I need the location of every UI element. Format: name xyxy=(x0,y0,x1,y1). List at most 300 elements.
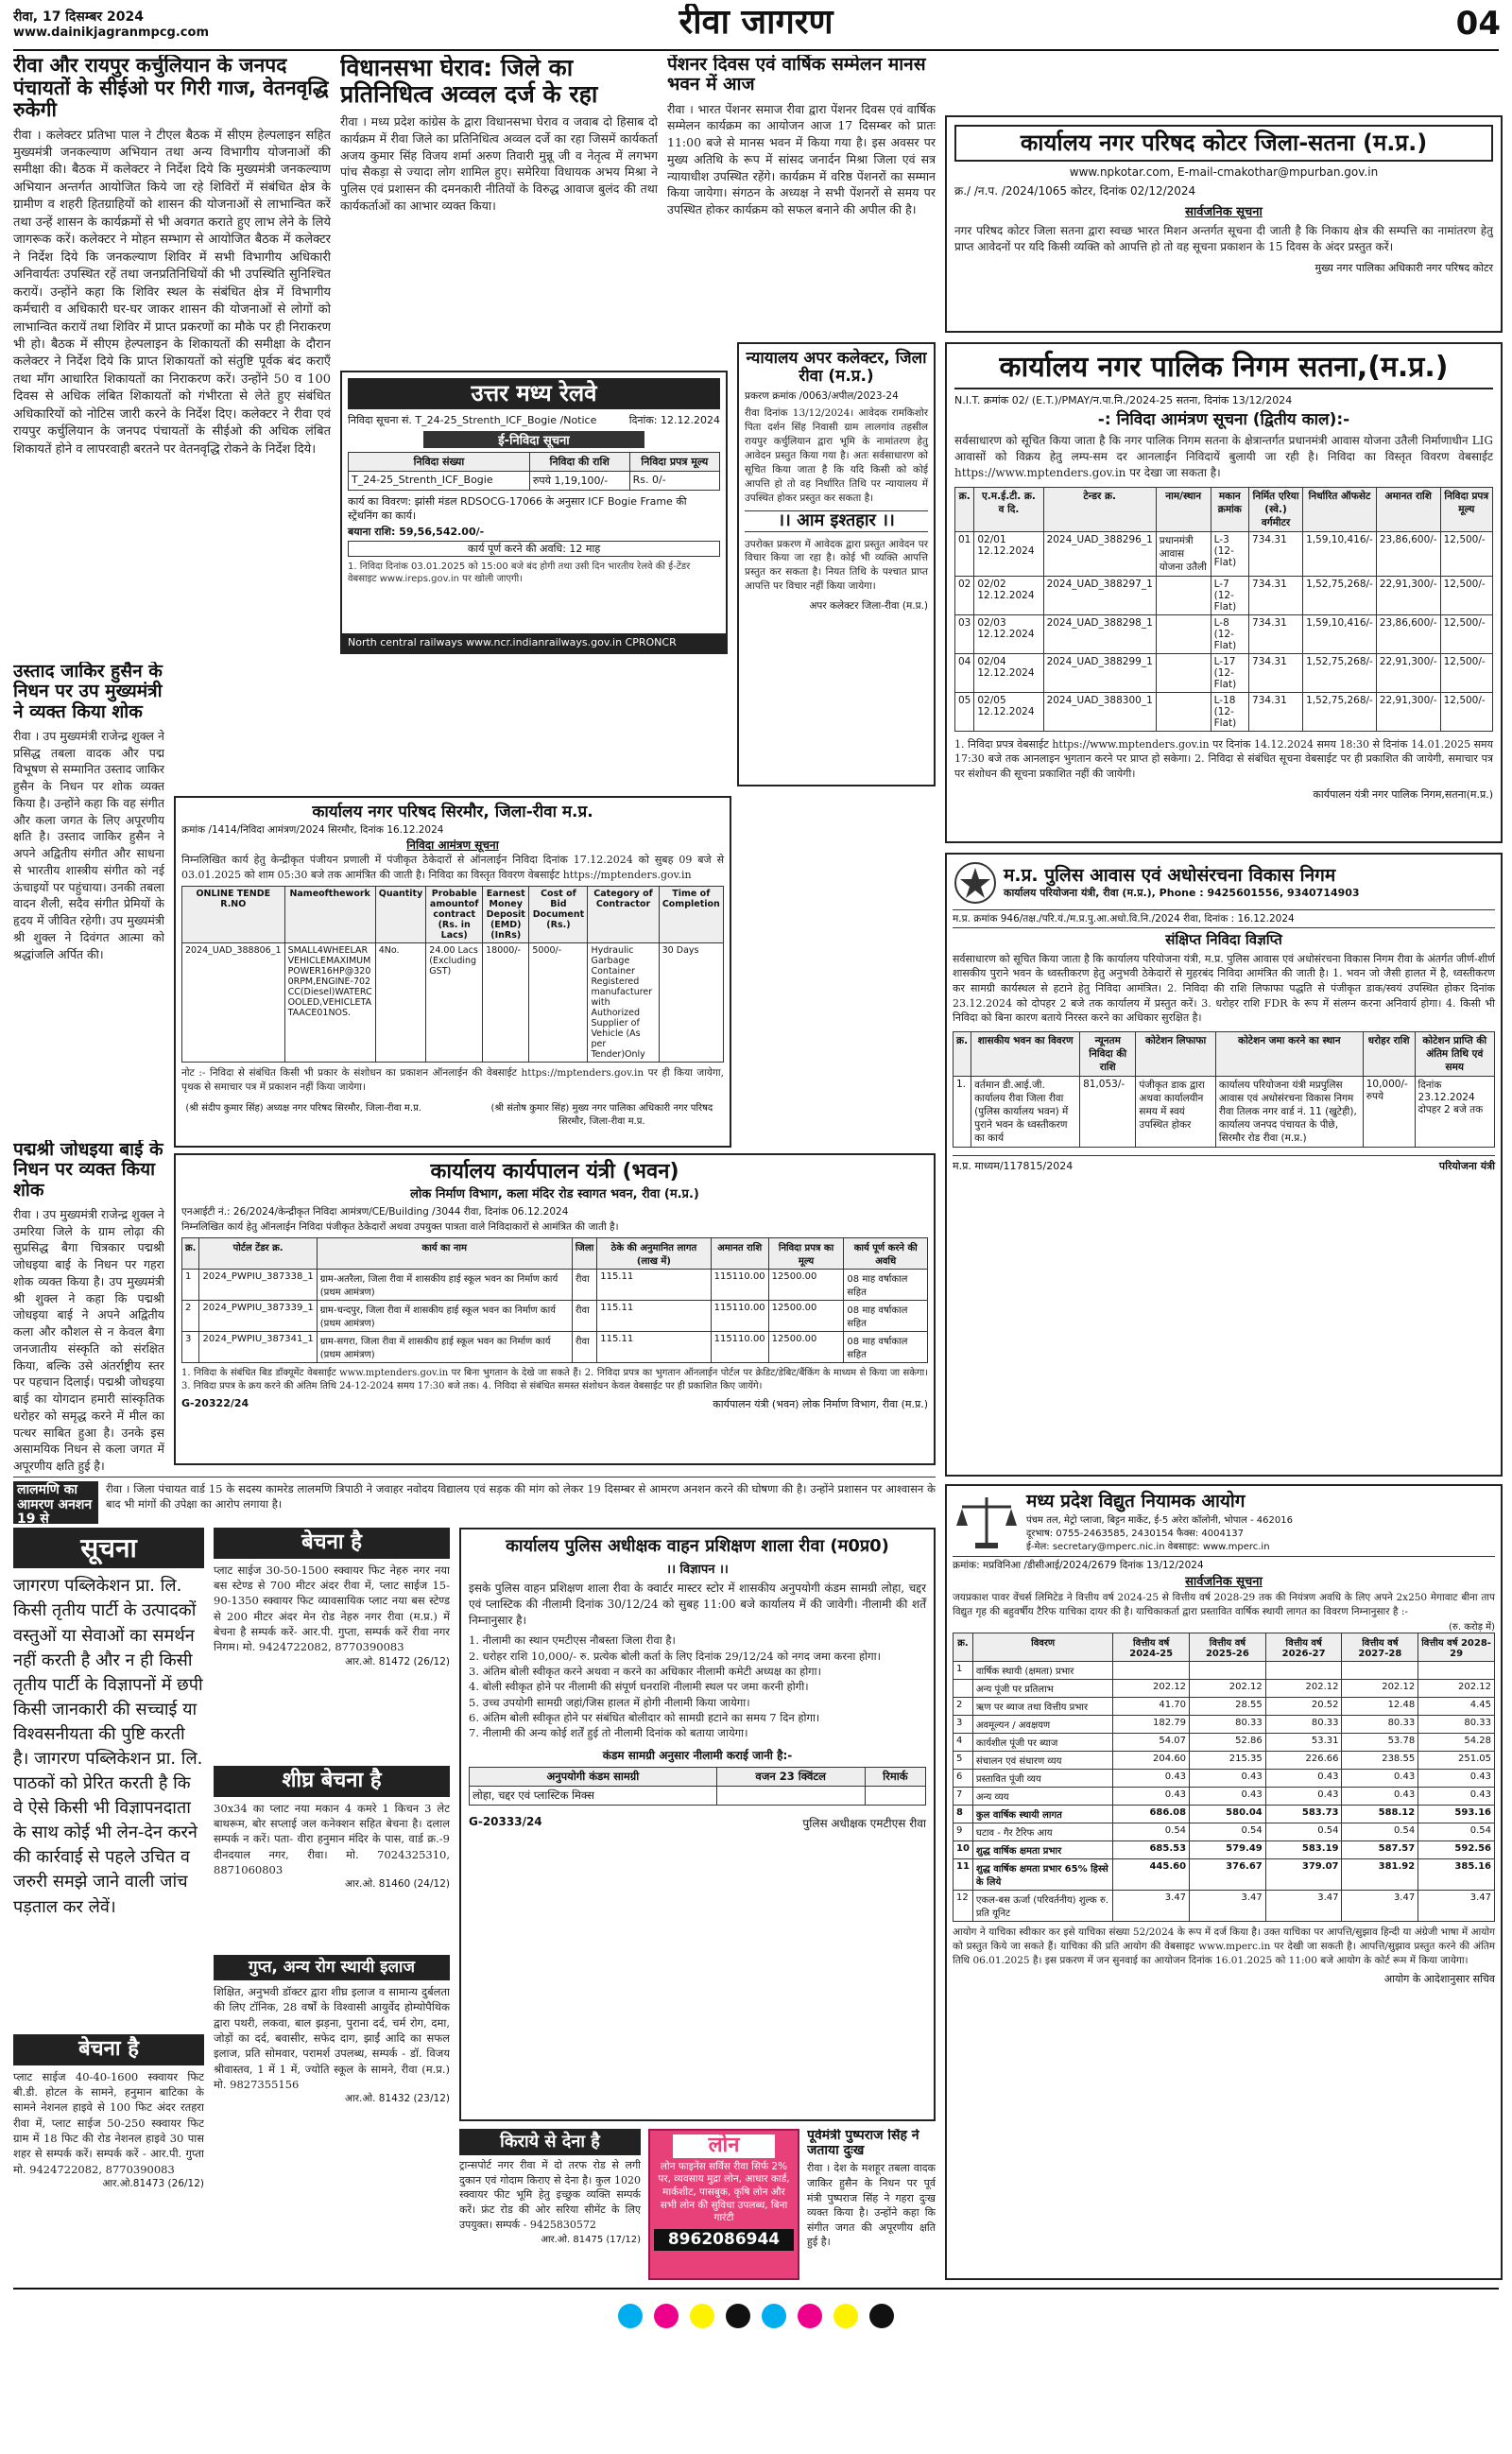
ad-body: प्लाट साईज 40-40-1600 स्क्वायर फिट बी.डी. होटल के सामने, हनुमान बाटिका के सामने नेशनल हाइवे से 100 फिट अंदर रतहरा रीवा में, प्लाट साईज 50-250 स्क्वायर फिट ग्राम में 18 फिट की रोड नेशनल हाइवे 30 पास शहर से सम्पर्क करें। सम्पर्क करें - आर.पी. गुप्ता मो. 9424722082, 8770390083 xyxy=(13,2069,204,2176)
ad-title: कार्यालय नगर परिषद कोटर जिला-सतना (म.प्र.) xyxy=(954,125,1493,162)
ad-code: आर.ओ. 81432 (23/12) xyxy=(345,2093,450,2105)
table-header: अनुपयोगी कंडम सामग्री xyxy=(470,1767,717,1786)
footer-rule xyxy=(13,2288,1499,2290)
ad-title: सूचना xyxy=(13,1528,204,1568)
table-cell: 20.52 xyxy=(1265,1697,1342,1715)
table-cell: 226.66 xyxy=(1265,1751,1342,1769)
table-cell: 22,91,300/- xyxy=(1376,576,1440,614)
table-row xyxy=(954,1787,1495,1805)
article-body: रीवा । उप मुख्यमंत्री राजेन्द्र शुक्ल ने उमरिया जिले के ग्राम लोढ़ा की सुप्रसिद्ध बैगा चित्रकार पद्मश्री जोधइया बाई के निधन पर गहरा शोक व्यक्त किया है। उप मुख्यमंत्री श्री शुक्ल ने कहा कि पद्मश्री जोधइया बाई ने अपने अद्वितीय कला और कौशल से न केवल बैगा जनजातीय संस्कृति को संरक्षित किया, बल्कि उसे अंतर्राष्ट्रीय स्तर पर पहचान दिलाई। पद्मश्री जोधइया बाई का योगदान हमारी सांस्कृतिक धरोहर को समृद्ध करने में मील का पत्थर साबित हुआ है। उनके इस असामयिक निधन से कला जगत में अपूरणीय क्षति हुई है। xyxy=(13,1206,164,1474)
table-cell: 08 माह वर्षाकाल सहित xyxy=(844,1300,928,1331)
ad-apar-collector: न्यायालय अपर कलेक्टर, जिला रीवा (म.प्र.) प्रकरण क्रमांक /0063/अपील/2023-24 रीवा दिनांक 13/12/2024। आवेदक रामकिशोर पिता दर्शन सिंह निवासी ग्राम लालगांव तहसील रायपुर कर्चुलियान द्वारा भूमि के नामांतरण हेतु आवेदन प्रस्तुत किया गया है। अतः सर्वसाधारण को सूचित किया जाता है कि यदि किसी को कोई आपत्ति हो तो वह निर्धारित तिथि पर न्यायालय में उपस्थित होकर प्रस्तुत कर सकता है। ।। आम इश्तहार ।। उपरोक्त प्रकरण में आवेदक द्वारा प्रस्तुत आवेदन पर विचार किया जा रहा है। कोई भी व्यक्ति आपत्ति प्रस्तुत कर सकता है। नियत तिथि के पश्चात प्राप्त आपत्ति पर विचार नहीं किया जायेगा। अपर कलेक्टर जिला-रीवा (म.प्र.) xyxy=(737,342,936,786)
magenta-swatch xyxy=(798,2304,822,2328)
cyan-swatch xyxy=(618,2304,643,2328)
table-cell: 0.43 xyxy=(1190,1769,1266,1787)
ad-phone: 8962086944 xyxy=(654,2229,794,2251)
table-cell: 202.12 xyxy=(1190,1679,1266,1697)
table-cell: 0.54 xyxy=(1265,1823,1342,1840)
table-cell: 12.48 xyxy=(1342,1697,1418,1715)
table-cell: 02/01 12.12.2024 xyxy=(974,531,1043,576)
table-cell: अन्य पूंजी पर प्रतिलाभ xyxy=(972,1679,1112,1697)
article-body: रीवा । कलेक्टर प्रतिभा पाल ने टीएल बैठक में सीएम हेल्पलाइन सहित मुख्यमंत्री जनकल्याण अभियान तथा अन्य विभागीय योजनाओं की समीक्षा की। बैठक में कलेक्टर ने निर्देश दिये कि मुख्यमंत्री जनकल्याण अभियान अन्तर्गत आयोजित किये जा रहे शिविरों में संबंधित क्षेत्र के ग्रामीण व शहरी हितग्राहियों को शासन की योजनाओं से लाभान्वित करें तथा उन्हें शासन के कार्यक्रमों से भी अवगत कराते हुए लाभ लेने के लिये जागरूक करें। कलेक्टर ने मोहन सम्भाग से आयोजित बैठक में कलेक्टर ने निर्देश दिये कि जनकल्याण शिविर में सभी विभागीय अधिकारी अनिवार्यतः उपस्थित रहें तथा जनप्रतिनिधियों की भी उपस्थिति सुनिश्चित करायें। उन्होंने कहा कि शिविर स्थल के संबंधित क्षेत्र में विभागीय कर्मचारी व अधिकारी घर-घर जाकर शासन की योजनाओं से लोगों को लाभान्वित करायें तथा शिविर में प्राप्त प्रकरणों का मौके पर ही निराकरण भी हो। बैठक में सीएम हेल्पलाइन के शिकायतों की समीक्षा के दौरान कलेक्टर ने निर्देश दिये कि प्राप्त शिकायतों को संतुष्टि पूर्वक बंद कराएँ तथा माँग आधारित शिकायतों का निराकरण करें। उन्होंने 50 व 100 दिवस से अधिक लंबित शिकायतों को गंभीरता से लेते हुए संबंधित अधिकारियों को नोटिस जारी करने के निर्देश दिए। कलेक्टर ने रीवा एवं रायपुर कर्चुलियान के जनपद पंचायतों के सीईओ की अधिक लंबित शिकायतें होने व लापरवाही बरतने पर वेतनवृद्धि रोकने के निर्देश दिये। xyxy=(13,128,331,457)
masthead: रीवा जागरण xyxy=(679,4,833,42)
table-cell xyxy=(1113,1661,1190,1679)
ad-title: गुप्त, अन्य रोग स्थायी इलाज xyxy=(214,1955,450,1980)
ad-notes: 1. निविदा प्रपत्र वेबसाईट https://www.mptenders.gov.in पर दिनांक 14.12.2024 समय 18:30 से दिनांक 14.01.2025 समय 17:30 बजे तक आनलाइन भुगतान करने पर प्राप्त हो सकेगा। 2. निविदा से संबंधित सूचना वेबसाईट पर ही प्रकाशित की जायेगी, समाचार पत्र पर संशोधन की सूचना प्रकाशित नहीं की जायेगी। xyxy=(954,737,1493,780)
table-cell xyxy=(1156,653,1211,692)
table-cell: 0.43 xyxy=(1342,1769,1418,1787)
article-lalmani xyxy=(13,1477,936,1524)
table-row xyxy=(182,1269,928,1300)
ad-footer: म.प्र. माध्यम/117815/2024 xyxy=(953,1159,1074,1172)
table-header: मकान क्रमांक xyxy=(1211,487,1248,531)
table-cell: शुद्ध वार्षिक क्षमता प्रभार 65% हिस्से के लिये xyxy=(972,1858,1112,1890)
table-cell: 2024_PWPIU_387341_1 xyxy=(199,1331,317,1362)
table-cell: 376.67 xyxy=(1190,1858,1266,1890)
table-cell: 10 xyxy=(954,1840,973,1858)
table-cell: 215.35 xyxy=(1190,1751,1266,1769)
header-date: रीवा, 17 दिसम्बर 2024 xyxy=(13,9,144,25)
ad-lok-nirman xyxy=(174,1153,936,1465)
ad-title: बेचना है xyxy=(214,1528,450,1559)
table-cell: 24.00 Lacs (Excluding GST) xyxy=(426,943,483,1063)
list-item: 2. धरोहर राशि 10,000/- रु. प्रत्येक बोली कर्ता के लिए दिनांक 29/12/24 को नगद जमा करना होगा। xyxy=(469,1649,881,1663)
ad-ref: क्र./ /न.प. /2024/1065 कोटर, दिनांक 02/12/2024 xyxy=(954,183,1196,198)
mperc-table xyxy=(953,1633,1495,1922)
table-cell: 385.16 xyxy=(1418,1858,1495,1890)
table-cell: रुपये 1,19,100/- xyxy=(529,471,629,490)
table-cell: 580.04 xyxy=(1190,1805,1266,1823)
yellow-swatch xyxy=(833,2304,858,2328)
table-cell: 54.07 xyxy=(1113,1733,1190,1751)
ad-title: उत्तर मध्य रेलवे xyxy=(348,378,720,409)
ad-loan xyxy=(648,2129,799,2280)
list-item: 3. अंतिम बोली स्वीकृत करने अथवा न करने का अधिकार नीलामी कमेटी अध्यक्ष का होगा। xyxy=(469,1664,821,1678)
table-cell xyxy=(1190,1661,1266,1679)
table-row xyxy=(182,1331,928,1362)
table-cell: 5000/- xyxy=(529,943,588,1063)
table-header: Category of Contractor xyxy=(588,887,659,943)
table-cell: 02 xyxy=(955,576,974,614)
article-zakir xyxy=(13,662,164,1134)
table-cell: 02/03 12.12.2024 xyxy=(974,614,1043,653)
table-header: वित्तीय वर्ष 2024-25 xyxy=(1113,1633,1190,1661)
table-cell: 12500.00 xyxy=(768,1300,844,1331)
table-cell: 583.19 xyxy=(1265,1840,1342,1858)
table-cell: 2024_UAD_388299_1 xyxy=(1043,653,1156,692)
table-cell: 4No. xyxy=(375,943,426,1063)
table-cell: ग्राम-चन्दपुर, जिला रीवा में शासकीय हाई स्कूल भवन का निर्माण कार्य (प्रथम आमंत्रण) xyxy=(317,1300,572,1331)
ad-body: लोन फाइनेंस सर्विस रीवा सिर्फ 2% पर, व्यवसाय मुद्रा लोन, आधार कार्ड, मार्कशीट, पासबुक, कृषि लोन और सभी लोन की सुविधा उपलब्ध, बिना गारंटी xyxy=(658,2160,790,2224)
article-collector-ceo xyxy=(13,55,331,613)
ad-ref: एनआईटी नं.: 26/2024/केन्द्रीकृत निविदा आमंत्रण/CE/Building /3044 रीवा, दिनांक 06.12.2024 xyxy=(181,1205,569,1218)
ad-ref: प्रकरण क्रमांक /0063/अपील/2023-24 xyxy=(745,390,899,403)
ad-body: जागरण पब्लिकेशन प्रा. लि. किसी तृतीय पार्टी के उत्पादकों वस्तुओं या सेवाओं का समर्थन नहीं करती है और न ही किसी तृतीय पार्टी के विज्ञापनों में छपी किसी जानकारी की सच्चाई या विश्वसनीयता की पुष्टि करती है। जागरण पब्लिकेशन प्रा. लि. पाठकों को प्रेरित करती है कि वे ऐसे किसी भी विज्ञापनदाता के साथ कोई भी लेन-देन करने की कार्रवाई से पहले उचित व जरुरी समझे जाने वाली जांच पड़ताल कर लेवें। xyxy=(13,1576,203,1917)
lok-table xyxy=(181,1237,928,1363)
table-cell: 02/02 12.12.2024 xyxy=(974,576,1043,614)
ad-subtitle: सार्वजनिक सूचना xyxy=(1185,1575,1263,1589)
table-cell: 202.12 xyxy=(1113,1679,1190,1697)
table-header: निविदा प्रपत्र का मूल्य xyxy=(768,1237,844,1269)
table-cell: Rs. 0/- xyxy=(629,471,719,490)
table-cell: 3 xyxy=(954,1715,973,1733)
table-cell: 0.43 xyxy=(1418,1769,1495,1787)
table-header: वित्तीय वर्ष 2027-28 xyxy=(1342,1633,1418,1661)
table-cell: रीवा xyxy=(572,1269,596,1300)
ad-sign-president: (श्री संदीप कुमार सिंह) अध्यक्ष नगर परिषद सिरमौर, जिला-रीवा म.प्र. xyxy=(185,1103,421,1115)
table-cell: शुद्ध वार्षिक क्षमता प्रभार xyxy=(972,1840,1112,1858)
table-cell: 3.47 xyxy=(1190,1890,1266,1921)
ad-note: नोट :- निविदा से संबंधित किसी भी प्रकार के संशोधन का प्रकाशन ऑनलाईन की वेबसाईट https://mptenders.gov.in पर ही किया जायेगा, पृथक से समाचार पत्र में प्रकाशन नहीं किया जायेगा। xyxy=(181,1067,724,1094)
table-cell: प्रधानमंत्री आवास योजना उतैली xyxy=(1156,531,1211,576)
article-pensioner xyxy=(667,55,936,329)
table-cell: 593.16 xyxy=(1418,1805,1495,1823)
table-header: ए.म.ई.टी. क्र. व दि. xyxy=(974,487,1043,531)
table-header: निविदा प्रपत्र मूल्य xyxy=(1440,487,1492,531)
ad-period: कार्य पूर्ण करने की अवधि: 12 माह xyxy=(348,541,720,557)
table-cell: 54.28 xyxy=(1418,1733,1495,1751)
ad-subtitle: ।। विज्ञापन ।। xyxy=(666,1563,729,1578)
table-cell: कुल वार्षिक स्थायी लागत xyxy=(972,1805,1112,1823)
table-cell: अन्य व्यय xyxy=(972,1787,1112,1805)
table-header: Quantity xyxy=(375,887,426,943)
article-body: रीवा । भारत पेंशनर समाज रीवा द्वारा पेंशनर दिवस एवं वार्षिक सम्मेलन कार्यक्रम का आयोजन आज 17 दिसम्बर को प्रातः 11:00 बजे से मानस भवन में किया गया है। इस अवसर पर मुख्य अतिथि के रूप में सांसद जनार्दन मिश्रा जिला एवं सत्र न्यायाधीश उपस्थित रहेंगे। कार्यक्रम में वरिष्ठ पेंशनरों का सम्मान किया जायेगा। संगठन के अध्यक्ष ने सभी पेंशनरों से समय पर उपस्थित होकर कार्यक्रम को सफल बनाने की अपील की है। xyxy=(667,101,936,217)
table-row xyxy=(954,1733,1495,1751)
table-cell: 0.43 xyxy=(1113,1769,1190,1787)
ad-mperc xyxy=(945,1484,1503,2280)
table-row xyxy=(954,1751,1495,1769)
ad-title: शीघ्र बेचना है xyxy=(214,1766,450,1797)
table-row xyxy=(954,1715,1495,1733)
table-header: वित्तीय वर्ष 2025-26 xyxy=(1190,1633,1266,1661)
table-cell: 08 माह वर्षाकाल सहित xyxy=(844,1269,928,1300)
table-header: न्यूनतम निविदा की राशि xyxy=(1080,1031,1136,1076)
table-row xyxy=(182,1300,928,1331)
table-cell: 53.31 xyxy=(1265,1733,1342,1751)
table-cell: 686.08 xyxy=(1113,1805,1190,1823)
ad-code: आर.ओ. 81472 (26/12) xyxy=(345,1655,450,1668)
article-body: रीवा । जिला पंचायत वार्ड 15 के सदस्य कामरेड लालमणि त्रिपाठी ने जवाहर नवोदय विद्यालय एवं सड़क की मांग को लेकर 19 दिसम्बर से आमरण अनशन करने की घोषणा की है। उन्होंने प्रशासन पर आश्वासन के बाद भी मांगों की उपेक्षा का आरोप लगाया है। xyxy=(106,1482,936,1512)
ad-railway: उत्तर मध्य रेलवे निविदा सूचना सं. T_24-25_Strenth_ICF_Bogie /Notice दिनांक: 12.12.2024 ई-निविदा सूचना निविदा संख्या निविदा की राशि निविदा प्रपत्र मूल्य T_24-25_Strenth_ICF_Bogie रुपये 1,19,100/- Rs. 0/- कार्य का विवरण: झांसी मंडल RDSOCG-17066 के अनुसार ICF Bogie Frame की स्ट्रेंथनिंग का कार्य। बयाना राशि: 59,56,542.00/- कार्य पूर्ण करने की अवधि: 12 माह 1. निविदा दिनांक 03.01.2025 को 15:00 बजे बंद होगी तथा उसी दिन भारतीय रेलवे की ई-टेंडर वेबसाइट www.ireps.gov.in पर खोली जाएगी। North central railways www.ncr.indianrailways.gov.in CPRONCR xyxy=(340,371,728,654)
table-cell: 3 xyxy=(182,1331,199,1362)
list-item: 1. नीलामी का स्थान एमटीएस नौबस्ता जिला रीवा है। xyxy=(469,1633,676,1648)
table-cell: 52.86 xyxy=(1190,1733,1266,1751)
table-cell: 2024_PWPIU_387338_1 xyxy=(199,1269,317,1300)
list-item: 5. उच्च उपयोगी सामग्री जहां/जिस हालत में होगी नीलामी किया जायेगा। xyxy=(469,1695,750,1709)
table-row xyxy=(955,653,1493,692)
ad-bechna-2 xyxy=(214,1528,450,1762)
table-cell xyxy=(716,1786,865,1805)
table-cell: 0.43 xyxy=(1265,1787,1342,1805)
ad-sign: आयोग के आदेशानुसार सचिव xyxy=(1383,1972,1495,1985)
table-cell: 12 xyxy=(954,1890,973,1921)
table-cell xyxy=(1418,1661,1495,1679)
table-cell: वर्तमान डी.आई.जी. कार्यालय रीवा जिला रीवा (पुलिस कार्यालय भवन) में पुराने भवन के ध्वस्तीकरण का कार्य xyxy=(971,1076,1080,1147)
ad-subtitle: ई-निविदा सूचना xyxy=(423,431,644,448)
table-cell: 18000/- xyxy=(483,943,529,1063)
table-cell: 6 xyxy=(954,1769,973,1787)
table-header: निर्धारित ऑफसेट xyxy=(1303,487,1377,531)
ad-body: प्लाट साईज 30-50-1500 स्क्वायर फिट नेहरु नगर नया बस स्टेण्ड से 700 मीटर अंदर रीवा में, प्लाट साईज 15-90-1350 स्क्वायर फिट व्यावसायिक प्लाट नया बस स्टेण्ड से 200 मीटर अंदर मेन रोड नेहरु नगर रीवा (म.प्र.) में बेचना है सम्पर्क करें- आर.पी. गुप्ता, सम्पर्क करें रीवा नगर निगम। मो. 9424722082, 8770390083 xyxy=(214,1563,450,1654)
table-cell: कार्यालय परियोजना यंत्री मप्रपुलिस आवास एवं अधोसंरचना विकास निगम रीवा तिलक नगर वार्ड नं. 11 (खुटेही), कार्यालय जनपद पंचायत के पीछे, सिरमौर रोड रीवा (म.प्र.) xyxy=(1215,1076,1363,1147)
table-row xyxy=(954,1661,1495,1679)
ad-subtitle: लोक निर्माण विभाग, कला मंदिर रोड स्वागत भवन, रीवा (म.प्र.) xyxy=(410,1186,699,1201)
table-row xyxy=(954,1823,1495,1840)
table-cell: 238.55 xyxy=(1342,1751,1418,1769)
ad-title: बेचना है xyxy=(13,2034,204,2065)
table-header: रिमार्क xyxy=(865,1767,925,1786)
ad-title: न्यायालय अपर कलेक्टर, जिला रीवा (म.प्र.) xyxy=(746,349,927,387)
table-cell: 41.70 xyxy=(1113,1697,1190,1715)
table-cell: 3.47 xyxy=(1265,1890,1342,1921)
ad-work: कार्य का विवरण: झांसी मंडल RDSOCG-17066 के अनुसार ICF Bogie Frame की स्ट्रेंथनिंग का कार्य। xyxy=(348,494,687,522)
table-header: कोटेशन प्राप्ति की अंतिम तिथि एवं समय xyxy=(1415,1031,1494,1076)
article-body: रीवा । देश के मशहूर तबला वादक जाकिर हुसैन के निधन पर पूर्व मंत्री पुष्पराज सिंह ने गहरा दुःख व्यक्त किया है। उन्होंने कहा कि संगीत जगत की अपूरणीय क्षति हुई है। xyxy=(807,2162,936,2249)
table-row xyxy=(955,614,1493,653)
table-header: निर्मित एरिया (स्वे.) वर्गमीटर xyxy=(1249,487,1303,531)
table-cell: 0.43 xyxy=(1113,1787,1190,1805)
table-cell: 08 माह वर्षाकाल सहित xyxy=(844,1331,928,1362)
table-cell: 80.33 xyxy=(1265,1715,1342,1733)
table-cell: 734.31 xyxy=(1249,614,1303,653)
ad-sign: परियोजना यंत्री xyxy=(1438,1159,1495,1172)
table-header: Cost of Bid Document (Rs.) xyxy=(529,887,588,943)
table-header: वजन 23 क्विंटल xyxy=(716,1767,865,1786)
table-cell: Hydraulic Garbage Container Registered manufacturer with Authorized Supplier of Vehicle (As per Tender)Only xyxy=(588,943,659,1063)
table-cell: 2024_UAD_388298_1 xyxy=(1043,614,1156,653)
table-cell: 1 xyxy=(954,1661,973,1679)
table-header: टेन्डर क्र. xyxy=(1043,487,1156,531)
ad-title: कार्यालय नगर परिषद सिरमौर, जिला-रीवा म.प्र. xyxy=(312,803,593,821)
table-header: वित्तीय वर्ष 2028-29 xyxy=(1418,1633,1495,1661)
ad-title: लोन xyxy=(673,2134,775,2158)
ad-suchna xyxy=(13,1528,204,2029)
table-cell: 4 xyxy=(954,1733,973,1751)
ad-sign: कार्यपालन यंत्री (भवन) लोक निर्माण विभाग, रीवा (म.प्र.) xyxy=(713,1398,928,1410)
police-table xyxy=(953,1031,1495,1148)
ad-ref: म.प्र. क्रमांक 946/तक्ष./परि.यं./म.प्र.पु.आ.अधो.वि.नि./2024 रीवा, दिनांक : 16.12.2024 xyxy=(953,909,1495,928)
table-header: शासकीय भवन का विवरण xyxy=(971,1031,1080,1076)
table-header: कोटेशन लिफाफा xyxy=(1136,1031,1216,1076)
table-cell: 28.55 xyxy=(1190,1697,1266,1715)
ad-gupt-rog xyxy=(214,1955,450,2280)
ad-unit: (रु. करोड़ में) xyxy=(1448,1621,1495,1633)
table-cell: 53.78 xyxy=(1342,1733,1418,1751)
table-cell: 202.12 xyxy=(1265,1679,1342,1697)
table-cell: 115110.00 xyxy=(711,1269,768,1300)
ad-intro: जयप्रकाश पावर वेंचर्स लिमिटेड ने वित्तीय वर्ष 2024-25 से वित्तीय वर्ष 2028-29 तक की नियंत्रण अवधि के लिए अपने 2x250 मेगावाट बीना ताप विद्युत गृह की बहुवर्षीय टैरिफ याचिका दायर की है। याचिकाकर्ता द्वारा प्रस्तावित वार्षिक स्थायी लागत का विवरण निम्नानुसार है :- xyxy=(953,1592,1495,1617)
header-rule xyxy=(13,49,1499,51)
table-cell: 0.54 xyxy=(1190,1823,1266,1840)
ad-kiraye xyxy=(459,2129,641,2280)
ad-web: www.npkotar.com, E-mail-cmakothar@mpurban.gov.in xyxy=(1069,164,1379,179)
table-header: पोर्टल टेंडर क्र. xyxy=(199,1237,317,1269)
ad-notice-no: निविदा सूचना सं. T_24-25_Strenth_ICF_Bogie /Notice xyxy=(348,413,597,426)
black-swatch xyxy=(726,2304,750,2328)
table-cell: 12,500/- xyxy=(1440,692,1492,731)
table-cell: 12500.00 xyxy=(768,1269,844,1300)
table-cell: 22,91,300/- xyxy=(1376,653,1440,692)
ad-address: कार्यालय परियोजना यंत्री, रीवा (म.प्र.), Phone : 9425601556, 9340714903 xyxy=(1004,887,1360,900)
table-cell: 445.60 xyxy=(1113,1858,1190,1890)
table-cell: 734.31 xyxy=(1249,531,1303,576)
ad-code: आर.ओ.81473 (26/12) xyxy=(102,2177,204,2189)
table-cell: 12,500/- xyxy=(1440,653,1492,692)
header-website: www.dainikjagranmpcg.com xyxy=(13,26,209,40)
table-row xyxy=(955,692,1493,731)
ad-bechna-1 xyxy=(13,2034,204,2280)
table-cell: L-17 (12-Flat) xyxy=(1211,653,1248,692)
table-cell: 734.31 xyxy=(1249,653,1303,692)
ad-vahan-prashikshan xyxy=(459,1528,936,2121)
table-cell: 583.73 xyxy=(1265,1805,1342,1823)
table-cell: संचालन एवं संधारण व्यय xyxy=(972,1751,1112,1769)
ad-intro: इसके पुलिस वाहन प्रशिक्षण शाला रीवा के क्वार्टर मास्टर स्टोर में शासकीय अनुपयोगी कंडम सामग्री लोहा, चद्दर एवं प्लास्टिक की नीलामी दिनांक 30/12/24 को सुबह 11:00 बजे कार्यालय में की जावेगी। नीलामी की शर्तें निम्नानुसार है। xyxy=(469,1581,926,1628)
table-header: क्र. xyxy=(954,1031,971,1076)
vahan-table xyxy=(469,1767,926,1806)
ad-body: 30x34 का प्लाट नया मकान 4 कमरे 1 किचन 3 लेट बाथरूम, बोर सप्लाई जल कनेक्शन सहित बेचना है। दलाल सम्पर्क न करें। पता- वीरा हनुमान मंदिर के पास, वार्ड क्र.-9 दीनदयाल नगर, रीवा। मो. 7024325310, 8871060803 xyxy=(214,1801,450,1876)
article-title: लालमणि का आमरण अनशन 19 से xyxy=(13,1481,98,1524)
ad-date: दिनांक: 12.12.2024 xyxy=(628,413,720,426)
table-header: कार्य का नाम xyxy=(317,1237,572,1269)
table-cell: दिनांक 23.12.2024 दोपहर 2 बजे तक xyxy=(1415,1076,1494,1147)
table-cell: 03 xyxy=(955,614,974,653)
table-cell: 381.92 xyxy=(1342,1858,1418,1890)
table-cell: 23,86,600/- xyxy=(1376,531,1440,576)
table-cell: 379.07 xyxy=(1265,1858,1342,1890)
article-title: विधानसभा घेराव: जिले का प्रतिनिधित्व अव्वल दर्ज के रहा xyxy=(340,55,598,108)
table-cell: 01 xyxy=(955,531,974,576)
table-cell: 1. xyxy=(954,1076,971,1147)
table-cell: 1 xyxy=(182,1269,199,1300)
table-cell: 3.47 xyxy=(1418,1890,1495,1921)
article-title: पद्मश्री जोधइया बाई के निधन पर व्यक्त किया शोक xyxy=(13,1140,163,1201)
table-header: क्र. xyxy=(182,1237,199,1269)
police-emblem-icon xyxy=(953,860,998,906)
ad-police-housing xyxy=(945,853,1503,1477)
table-header: अमानत राशि xyxy=(711,1237,768,1269)
table-row xyxy=(954,1858,1495,1890)
table-cell xyxy=(1156,614,1211,653)
table-row xyxy=(954,1679,1495,1697)
ad-nit: N.I.T. क्रमांक 02/ (E.T.)/PMAY/न.पा.नि./2024-25 सतना, दिनांक 13/12/2024 xyxy=(954,393,1293,406)
table-cell: घटाव - गैर टैरिफ आय xyxy=(972,1823,1112,1840)
table-cell: 11 xyxy=(954,1858,973,1890)
table-header: निविदा की राशि xyxy=(529,452,629,471)
table-cell: 0.43 xyxy=(1190,1787,1266,1805)
table-cell: 588.12 xyxy=(1342,1805,1418,1823)
table-row xyxy=(954,1840,1495,1858)
table-cell: 4.45 xyxy=(1418,1697,1495,1715)
table-cell: 5 xyxy=(954,1751,973,1769)
table-cell: T_24-25_Strenth_ICF_Bogie xyxy=(349,471,530,490)
table-cell: प्रस्तावित पूंजी व्यय xyxy=(972,1769,1112,1787)
table-row xyxy=(955,576,1493,614)
ad-body: निम्नलिखित कार्य हेतु केन्द्रीकृत पंजीयन प्रणाली में पंजीकृत ठेकेदारों से ऑनलाईन निविदा दिनांक 17.12.2024 को सुबह 09 बजे से 03.01.2025 को शाम 05:30 बजे तक आमंत्रित की जाती है। निविदा का विस्तृत विवरण वेबसाईट https://mptenders.gov.in xyxy=(181,854,724,881)
registration-marks xyxy=(0,2297,1512,2335)
table-cell: 1,52,75,268/- xyxy=(1303,576,1377,614)
table-cell: 592.56 xyxy=(1418,1840,1495,1858)
table-cell: अवमूल्यन / अवक्षयण xyxy=(972,1715,1112,1733)
table-cell: कार्यशील पूंजी पर ब्याज xyxy=(972,1733,1112,1751)
table-row xyxy=(955,531,1493,576)
ad-email: ई-मेल: secretary@mperc.nic.in वेबसाइट: www.mperc.in xyxy=(1026,1541,1270,1552)
table-cell: 0.43 xyxy=(1342,1787,1418,1805)
table-cell: ऋण पर ब्याज तथा वित्तीय प्रभार xyxy=(972,1697,1112,1715)
table-cell: 0.54 xyxy=(1342,1823,1418,1840)
ad-intro: निम्नलिखित कार्य हेतु ऑनलाईन निविदा पंजीकृत ठेकेदारों अथवा उपयुक्त पात्रता वाले निविदाकारों से आमंत्रित की जाती है। xyxy=(181,1220,619,1233)
ad-satna-nigam xyxy=(945,342,1503,843)
ad-code: G-20333/24 xyxy=(469,1814,542,1828)
table-cell: 80.33 xyxy=(1418,1715,1495,1733)
ad-code: G-20322/24 xyxy=(181,1397,249,1409)
table-cell: 115110.00 xyxy=(711,1300,768,1331)
table-cell: लोहा, चद्दर एवं प्लास्टिक मिक्स xyxy=(470,1786,717,1805)
ad-body: नगर परिषद कोटर जिला सतना द्वारा स्वच्छ भारत मिशन अन्तर्गत सूचना दी जाती है कि निकाय क्षेत्र की सम्पत्ति का नामांतरण हेतु प्राप्त आवेदनों पर यदि किसी व्यक्ति को आपत्ति हो तो वह सूचना प्रकाशन के 15 दिवस के अंदर प्रस्तुत करें। xyxy=(954,223,1493,253)
table-header: धरोहर राशि xyxy=(1363,1031,1415,1076)
table-cell xyxy=(1265,1661,1342,1679)
ad-title: किराये से देना है xyxy=(459,2129,641,2155)
table-cell: 204.60 xyxy=(1113,1751,1190,1769)
table-cell: 12,500/- xyxy=(1440,531,1492,576)
table-cell: 02/04 12.12.2024 xyxy=(974,653,1043,692)
sirmour-table xyxy=(181,886,724,1063)
table-header: क्र. xyxy=(955,487,974,531)
ad-ishtehar: ।। आम इश्तहार ।। xyxy=(745,510,928,531)
table-cell: 202.12 xyxy=(1418,1679,1495,1697)
table-cell: 80.33 xyxy=(1342,1715,1418,1733)
table-cell: 0.43 xyxy=(1265,1769,1342,1787)
table-header: ठेके की अनुमानित लागत (लाख में) xyxy=(597,1237,711,1269)
table-cell: 0.54 xyxy=(1418,1823,1495,1840)
table-row xyxy=(954,1890,1495,1921)
article-purvmantri xyxy=(807,2129,936,2280)
article-body: रीवा । उप मुख्यमंत्री राजेन्द्र शुक्ल ने प्रसिद्ध तबला वादक और पद्म विभूषण से सम्मानित उस्ताद जाकिर हुसैन के निधन पर शोक व्यक्त किया है। उन्होंने कहा कि वह संगीत और कला जगत के लिए अपूरणीय क्षति है। उस्ताद जाकिर हुसैन ने अपने अद्वितीय संगीत और साधना से भारतीय शास्त्रीय संगीत को नई ऊंचाइयों पर पहुंचाया। उनकी तबला वादन शैली, सदैव संगीत प्रेमियों के हृदय में जीवित रहेगी। उप मुख्यमंत्री श्री शुक्ल ने दिवंगत आत्मा को श्रद्धांजलि अर्पित की। xyxy=(13,728,164,961)
table-cell xyxy=(954,1679,973,1697)
ad-body: ट्रान्सपोर्ट नगर रीवा में दो तरफ रोड से लगी दुकान एवं गोदाम किराए से देना है। कुल 1020 स्क्वायर फीट भूमि हेतु इच्छुक व्यक्ति सम्पर्क करें। फ्रंट रोड की ओर सरिया सीमेंट के लिए उपयुक्त। सम्पर्क - 9425830572 xyxy=(459,2159,641,2231)
table-cell xyxy=(1156,576,1211,614)
ad-title: कार्यालय पुलिस अधीक्षक वाहन प्रशिक्षण शाला रीवा (म0प्र0) xyxy=(506,1536,889,1556)
ad-ref: क्रमांक /1414/निविदा आमंत्रण/2024 सिरमौर, दिनांक 16.12.2024 xyxy=(181,824,444,837)
ad-phone: दूरभाष: 0755-2463585, 2430154 फैक्स: 4004137 xyxy=(1026,1528,1244,1539)
article-title: पेंशनर दिवस एवं वार्षिक सम्मेलन मानस भवन में आज xyxy=(667,55,926,95)
table-cell: 81,053/- xyxy=(1080,1076,1136,1147)
table-cell: 115.11 xyxy=(597,1269,711,1300)
table-header: नाम/स्थान xyxy=(1156,487,1211,531)
table-cell: 251.05 xyxy=(1418,1751,1495,1769)
table-cell: ग्राम-सगरा, जिला रीवा में शासकीय हाई स्कूल भवन का निर्माण कार्य (प्रथम आमंत्रण) xyxy=(317,1331,572,1362)
table-cell: 115110.00 xyxy=(711,1331,768,1362)
ad-ref: क्रमांक: मप्रविनिआ /डीसीआई/2024/2679 दिनांक 13/12/2024 xyxy=(953,1556,1495,1572)
table-cell: 2 xyxy=(954,1697,973,1715)
table-header: अमानत राशि xyxy=(1376,487,1440,531)
table-header: निविदा संख्या xyxy=(349,452,530,471)
table-cell: 2024_UAD_388806_1 xyxy=(182,943,285,1063)
table-cell: 12500.00 xyxy=(768,1331,844,1362)
table-header: Probable amountof contract (Rs. in Lacs) xyxy=(426,887,483,943)
satna-table xyxy=(954,487,1493,732)
list-item: 6. अंतिम बोली स्वीकृत होने पर संबंधित बोलीदार को सामग्री हटाने का समय 7 दिन होगा। xyxy=(469,1710,820,1724)
ad-nagar-kotar xyxy=(945,115,1503,333)
ad-sign-cmo: (श्री संतोष कुमार सिंह) मुख्य नगर पालिका अधिकारी नगर परिषद सिरमौर, जिला-रीवा म.प्र. xyxy=(490,1103,713,1128)
table-cell: 587.57 xyxy=(1342,1840,1418,1858)
table-cell: 115.11 xyxy=(597,1300,711,1331)
table-cell: L-7 (12-Flat) xyxy=(1211,576,1248,614)
table-header: Time of Completion xyxy=(659,887,723,943)
table-cell: 3.47 xyxy=(1113,1890,1190,1921)
article-title: रीवा और रायपुर कर्चुलियान के जनपद पंचायतों के सीईओ पर गिरी गाज, वेतनवृद्धि रुकेगी xyxy=(13,55,329,122)
header-meta xyxy=(13,8,278,45)
